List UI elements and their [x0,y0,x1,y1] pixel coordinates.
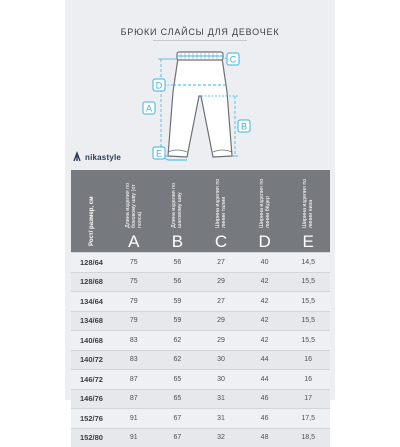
brand-mark-icon [72,152,82,162]
table-row [71,331,330,351]
label-box-a [143,102,155,114]
size-cell: 140/72 [71,350,112,370]
table-row [71,253,330,273]
value-cell: 15,5 [286,311,330,331]
size-table [71,170,330,447]
title-divider [153,40,247,41]
size-cell: 146/76 [71,389,112,409]
header-desc-c: Ширина изделия по линии талии [214,178,227,228]
value-cell: 62 [156,350,200,370]
value-cell: 79 [112,311,156,331]
value-cell: 75 [112,253,156,273]
value-cell: 31 [199,409,243,429]
value-cell: 91 [112,409,156,429]
size-cell: 152/80 [71,428,112,447]
value-cell: 29 [199,311,243,331]
header-letter-c: C [199,232,243,253]
value-cell: 16 [286,350,330,370]
value-cell: 32 [199,428,243,447]
label-box-b [238,120,250,132]
value-cell: 15,5 [286,272,330,292]
size-cell: 146/72 [71,370,112,390]
label-b: B [240,121,248,132]
size-cell: 152/76 [71,409,112,429]
table-header-row [71,170,330,232]
label-c: C [229,54,237,65]
value-cell: 87 [112,389,156,409]
value-cell: 15,5 [286,292,330,312]
value-cell: 59 [156,311,200,331]
value-cell: 67 [156,409,200,429]
value-cell: 59 [156,292,200,312]
value-cell: 67 [156,428,200,447]
header-desc-d: Ширина изделия по линии бёдер [258,178,271,228]
value-cell: 46 [243,409,287,429]
label-box-d [153,79,165,91]
value-cell: 30 [199,370,243,390]
value-cell: 27 [199,253,243,273]
value-cell: 27 [199,292,243,312]
value-cell: 79 [112,292,156,312]
value-cell: 17 [286,389,330,409]
value-cell: 46 [243,389,287,409]
value-cell: 83 [112,331,156,351]
value-cell: 75 [112,272,156,292]
brand-logo [72,150,121,164]
header-desc-b: Длина изделия по шаговому шву [171,182,184,228]
header-desc-e: Ширина изделия по линии низа [302,178,315,228]
header-letter-e: E [286,232,330,253]
label-a: A [145,103,153,114]
brand-name: nikastyle [85,152,122,162]
value-cell: 42 [243,311,287,331]
label-d: D [155,80,163,91]
header-col-d [243,170,287,232]
value-cell: 83 [112,350,156,370]
value-cell: 16 [286,370,330,390]
table-row [71,370,330,390]
value-cell: 40 [243,253,287,273]
value-cell: 44 [243,350,287,370]
value-cell: 17,5 [286,409,330,429]
value-cell: 48 [243,428,287,447]
header-size-label: Рост/ размер, см [88,196,95,246]
value-cell: 29 [199,331,243,351]
header-col-b [156,170,200,232]
header-col-c [199,170,243,232]
value-cell: 30 [199,350,243,370]
page-title: БРЮКИ СЛАЙСЫ ДЛЯ ДЕВОЧЕК [120,27,280,37]
value-cell: 31 [199,389,243,409]
value-cell: 65 [156,389,200,409]
value-cell: 29 [199,272,243,292]
header-col-a [112,170,156,232]
size-cell: 128/68 [71,272,112,292]
size-cell: 128/64 [71,253,112,273]
value-cell: 18,5 [286,428,330,447]
label-box-c [227,53,239,65]
value-cell: 42 [243,331,287,351]
label-box-e [153,147,165,159]
label-e: E [155,148,163,159]
value-cell: 14,5 [286,253,330,273]
size-cell: 134/64 [71,292,112,312]
value-cell: 87 [112,370,156,390]
value-cell: 56 [156,272,200,292]
table-row [71,350,330,370]
header-letter-d: D [243,232,287,253]
size-cell: 134/68 [71,311,112,331]
table-row [71,292,330,312]
header-desc-a: Длина изделия по боковому шву (от пояса) [124,182,143,228]
header-letter-a: A [112,232,156,253]
header-col-e [286,170,330,232]
table-row [71,272,330,292]
value-cell: 56 [156,253,200,273]
pants-outline [168,58,232,157]
table-row [71,428,330,447]
table-row [71,389,330,409]
header-size [71,170,112,253]
value-cell: 91 [112,428,156,447]
size-cell: 140/68 [71,331,112,351]
table-row [71,311,330,331]
value-cell: 44 [243,370,287,390]
value-cell: 65 [156,370,200,390]
header-letter-b: B [156,232,200,253]
value-cell: 15,5 [286,331,330,351]
size-chart-sheet [65,0,335,443]
value-cell: 42 [243,292,287,312]
value-cell: 62 [156,331,200,351]
value-cell: 42 [243,272,287,292]
table-row [71,409,330,429]
